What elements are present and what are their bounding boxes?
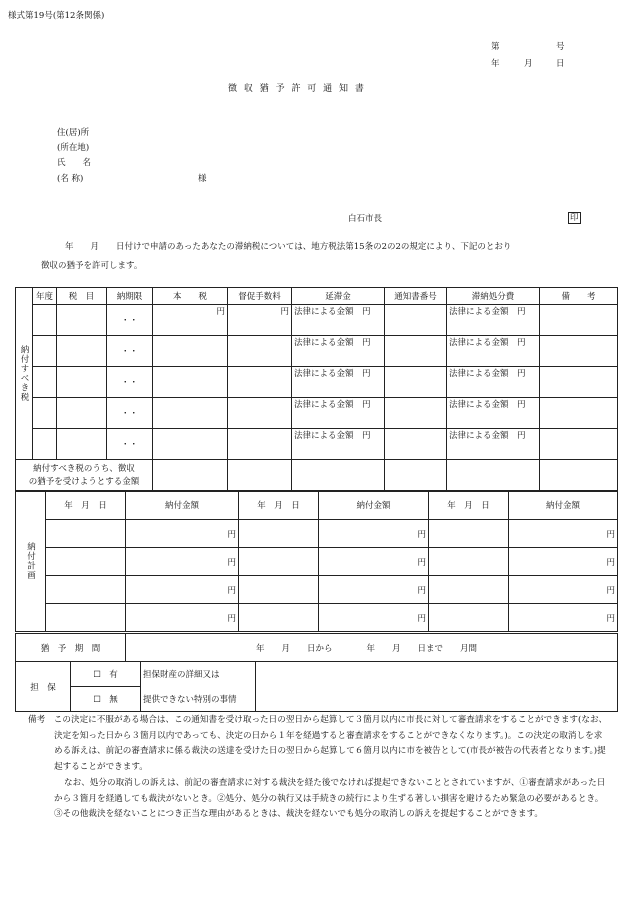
- due-date-cell: ・・: [107, 305, 153, 336]
- location-label: (所在地): [57, 143, 90, 153]
- address-label: 住(居)所: [57, 128, 90, 138]
- late-charge-cell: 法律による金額 円: [292, 398, 385, 429]
- plan-yen: 円: [319, 548, 429, 576]
- disposal-fee-cell: 法律による金額 円: [447, 305, 540, 336]
- page-title: 徴 収 猶 予 許 可 通 知 書: [228, 84, 366, 94]
- summary-label-line1: 納付すべき税のうち、徴収: [33, 463, 135, 474]
- plan-yen: 円: [126, 548, 239, 576]
- plan-row: [16, 604, 618, 632]
- header-principal: 本 税: [153, 288, 228, 305]
- name-label: 氏 名: [57, 158, 92, 168]
- tax-side-label: 納付すべき税: [16, 288, 33, 460]
- header-due-date: 納期限: [107, 288, 153, 305]
- plan-header-row: [16, 491, 618, 520]
- payment-plan-table: [15, 490, 618, 632]
- seal-mark: [568, 211, 581, 223]
- table-row: [16, 336, 618, 367]
- plan-amount-header: 納付金額: [126, 491, 239, 520]
- tax-header-row: [16, 288, 618, 305]
- disposal-fee-cell: 法律による金額 円: [447, 429, 540, 460]
- header-disposal-fee: 滞納処分費: [447, 288, 540, 305]
- remarks-paragraph-2: なお、処分の取消しの訴えは、前記の審査請求に対する裁決を経た後でなければ提起できないこととされていますが、①審査請求があった日から３箇月を経過しても裁決がないとき。②処分、処分の執行又は手続きの続行により生ずる著しい損害を避けるため緊急の必要があるとき。③その他裁決を経ないことにつき正当な理由があるときは、裁決を経ないでも処分の取消しの訴えを提起することができます。: [54, 778, 606, 819]
- plan-yen: 円: [509, 604, 618, 632]
- header-notice-number: 通知書番号: [385, 288, 447, 305]
- security-label: 担 保: [16, 662, 71, 712]
- form-label: 様式第19号(第12条関係): [8, 11, 105, 21]
- fee-yen: 円: [228, 305, 292, 336]
- doc-number-go: 号: [556, 42, 565, 52]
- body-text-line2: 徴収の猶予を許可します。: [41, 261, 143, 271]
- plan-amount-header: 納付金額: [319, 491, 429, 520]
- plan-row: [16, 548, 618, 576]
- plan-yen: 円: [509, 576, 618, 604]
- security-table: [15, 661, 618, 712]
- doc-number-dai: 第: [491, 42, 500, 52]
- principal-yen: 円: [153, 305, 228, 336]
- late-charge-cell: 法律による金額 円: [292, 305, 385, 336]
- table-row: [16, 429, 618, 460]
- due-date-cell: ・・: [107, 367, 153, 398]
- plan-yen: 円: [509, 520, 618, 548]
- plan-amount-header: 納付金額: [509, 491, 618, 520]
- plan-yen: 円: [126, 576, 239, 604]
- disposal-fee-cell: 法律による金額 円: [447, 398, 540, 429]
- security-option-yes[interactable]: ☐ 有: [71, 662, 141, 687]
- late-charge-cell: 法律による金額 円: [292, 367, 385, 398]
- header-fee: 督促手数料: [228, 288, 292, 305]
- date-year: 年: [491, 59, 500, 69]
- summary-label-line2: の猶予を受けようとする金額: [28, 476, 140, 487]
- table-row: [16, 367, 618, 398]
- period-label: 猶 予 期 間: [16, 634, 126, 662]
- late-charge-cell: 法律による金額 円: [292, 429, 385, 460]
- plan-side-label: 納付計画: [16, 491, 46, 632]
- date-day: 日: [556, 59, 565, 69]
- security-option-no[interactable]: ☐ 無: [71, 687, 141, 712]
- plan-yen: 円: [319, 576, 429, 604]
- header-year: 年度: [33, 288, 57, 305]
- seal-char: 印: [570, 213, 579, 223]
- sama-label: 様: [198, 174, 207, 184]
- summary-row: [16, 460, 618, 492]
- body-text-line1: 年 月 日付けで申請のあったあなたの滞納税については、地方税法第15条の2の2の規定により、下記のとおり: [65, 242, 512, 252]
- period-table: [15, 633, 618, 662]
- plan-date-header: 年 月 日: [429, 491, 509, 520]
- header-tax-item: 税 目: [57, 288, 107, 305]
- security-detail-line1: 担保財産の詳細又は: [141, 662, 256, 687]
- security-detail-line2: 提供できない特別の事情: [141, 687, 256, 712]
- plan-date-header: 年 月 日: [46, 491, 126, 520]
- header-late-charge: 延滞金: [292, 288, 385, 305]
- plan-row: [16, 576, 618, 604]
- plan-row: [16, 520, 618, 548]
- tax-table: [15, 287, 618, 492]
- plan-date-header: 年 月 日: [239, 491, 319, 520]
- corporate-name-label: (名 称): [57, 174, 84, 184]
- period-text: 年 月 日から 年 月 日まで 月間: [126, 634, 618, 662]
- table-row: [16, 398, 618, 429]
- due-date-cell: ・・: [107, 336, 153, 367]
- disposal-fee-cell: 法律による金額 円: [447, 336, 540, 367]
- late-charge-cell: 法律による金額 円: [292, 336, 385, 367]
- header-remarks: 備 考: [540, 288, 618, 305]
- remarks-paragraph-1: 備考 この決定に不服がある場合は、この通知書を受け取った日の翌日から起算して３箇月以内に市長に対して審査請求をすることができます(なお、決定を知った日から３箇月以内であっても、決定の日から１年を経過すると審査請求をすることができなくなります。)。この決定の取消しを求める訴えは、前記の審査請求に係る裁決の送達を受けた日の翌日から起算して６箇月以内に市を被告として(市長が被告の代表者となります。)提起することができます。: [28, 715, 608, 772]
- disposal-fee-cell: 法律による金額 円: [447, 367, 540, 398]
- plan-yen: 円: [126, 520, 239, 548]
- issuer-name: 白石市長: [348, 214, 383, 224]
- plan-yen: 円: [126, 604, 239, 632]
- table-row: [16, 305, 618, 336]
- plan-yen: 円: [509, 548, 618, 576]
- plan-yen: 円: [319, 520, 429, 548]
- plan-yen: 円: [319, 604, 429, 632]
- date-month: 月: [524, 59, 533, 69]
- due-date-cell: ・・: [107, 398, 153, 429]
- due-date-cell: ・・: [107, 429, 153, 460]
- summary-label: [16, 460, 153, 492]
